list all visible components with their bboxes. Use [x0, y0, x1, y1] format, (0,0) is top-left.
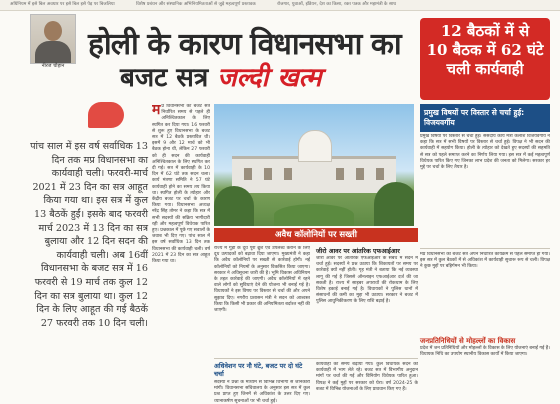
reporter-photo-head	[44, 21, 62, 41]
headline-line2-red: जल्दी खत्म	[217, 63, 322, 93]
tree	[214, 186, 254, 226]
article-column-3: जीरो आवर पर आंतरिक एफआईआर के संबंध में सदन में चर्चा हुई। सदस्यों ने प्रश्न उठाया कि शिकायतों पर समय पर कार्रवाई क्यों नहीं होती। गृह मंत्री ने बताया कि नई व्यवस्था लागू की गई है जिससे ऑनलाइन एफआईआर दर्ज की जा सकती है। राज्य में साइबर अपराधों की रोकथाम के लिए विशेष इकाई बनाई गई है। विधायकों ने पुलिस थानों में संसाधनों की कमी का मुद्दा भी उठाया। सरकार ने बजट में पुलिस आधुनिकीकरण के लिए राशि बढ़ाई है।	[316, 256, 418, 305]
assembly-building-photo	[214, 104, 414, 226]
divider	[420, 248, 550, 249]
top-strip-right: रोजगार, युवाओं, इंडियन, देश का किसा, रक्त पत्रक और महामंत्री के साथ	[277, 2, 397, 7]
right-bottom-text: प्रदेश में जन प्रतिनिधियों और मोहल्लों के विकास के लिए योजनाएं बनाई गई हैं। विधायक निधि का उपयोग स्थानीय विकास कार्यों में किया जाएगा।	[420, 346, 550, 357]
tree	[374, 182, 414, 226]
janpratinidhi-subhead: जनप्रतिनिधियों से मोहल्लों का विकास	[420, 337, 516, 345]
reporter-photo	[30, 14, 76, 64]
lawn	[274, 204, 354, 226]
headline-line2-dark: बजट सत्र	[120, 63, 218, 93]
zero-hour-subhead: जीरो आवर पर आंतरिक एफआईआर	[316, 248, 400, 255]
headline-line2	[120, 58, 322, 94]
article-column-4: सदस्यों ने प्रश्नों के माध्यम से विभिन्न विभागों से जानकारी मांगी। विधानसभा सचिवालय के अनुसार इस सत्र में कुल प्रश्न प्राप्त हुए जिनमें से अधिकांश के उत्तर दिए गए। ध्यानाकर्षण सूचनाओं पर भी चर्चा हुई।	[214, 380, 310, 404]
building-window	[264, 168, 272, 180]
highlight-line-1: 12 बैठकों में से	[440, 22, 530, 40]
reporter-photo-torso	[35, 41, 71, 64]
building-dome	[298, 130, 332, 162]
drop-cap: म	[152, 104, 161, 118]
top-strip-left: अधिनियम में इसे बिल अवधार पर इसे बिल इसे पेड़ पर बिजलिया	[10, 2, 115, 7]
highlight-line-2: 10 बैठक में 62 घंटे	[426, 41, 544, 59]
article-column-1	[152, 104, 210, 400]
building-window	[356, 168, 364, 180]
side-pull-quote: पांच साल में इस वर्ष सर्वाधिक 13 दिन तक मप्र विधानसभा का कार्यवाही चली। फरवरी-मार्च 2021 में 23 दिन का सत्र आहूत किया गया था। इस सत्र में कुल 13 बैठकें हुईं। इसके बाद फरवरी मार्च 2023 में 13 दिन का सत्र बुलाया और 12 दिन सदन की कार्यवाही चली। अब 16वीं विधानसभा के बजट सत्र में 16 फरवरी से 19 मार्च तक कुल 12 दिन का सत्र बुलाया था। कुल 12 दिन के लिए आहूत की गई बैठकें 27 फरवरी तक 10 दिन चली।	[30, 141, 148, 329]
right-column-text-1: प्रमुख विषयों पर विस्तार से चर्चा हुई। संसदीय कार्य मंत्री कैलाश विजयवर्गीय ने कहा कि सत्र में सभी विषयों पर विस्तार से चर्चा हुई। विपक्ष ने भी सदन की कार्यवाही में सहयोग किया। होली के त्योहार को देखते हुए सदस्यों की सहमति से सत्र को पहले समाप्त करने का निर्णय लिया गया। इस सत्र में कई महत्वपूर्ण विधेयक पारित किए गए जिनका लाभ प्रदेश की जनता को मिलेगा। सरकार हर मुद्दे पर चर्चा के लिए तैयार है।	[420, 134, 550, 171]
article-column-2: राज्य में गुड़ी के दूध पूरी ब्रुश एवं उपलब्ध कराने के लिए दूध उत्पादकों को बढ़ावा दिया जाएगा। मुख्यमंत्री ने कहा कि अवैध कॉलोनियों पर सख्ती से कार्रवाई होगी। नई कॉलोनियों को नियमों के अनुसार विकसित किया जाएगा। सरकार ने अधिसूचना जारी की है। भूमि विकास अधिनियम के तहत कार्रवाई की जाएगी। अवैध कॉलोनियों में रहने वाले लोगों को सुविधाएं देने की योजना भी बनाई गई है। विधायकों ने इस विषय पर विस्तार से चर्चा की और अपने सुझाव दिए। नगरीय प्रशासन मंत्री ने सदन को आश्वस्त किया कि किसी भी प्रकार की अनियमितता बर्दाश्त नहीं की जाएगी।	[214, 246, 310, 314]
building-window	[244, 168, 252, 180]
section-banner: अवैध कॉलोनियों पर सख्ती	[214, 228, 418, 242]
article-column-5: कार्यवाही का समय बढ़ाया गया। कुल विधायक सदन की कार्यवाही में भाग लेते रहे। बजट सत्र में विभागीय अनुदान मांगों पर चर्चा की गई और विनियोग विधेयक पारित हुआ। विपक्ष ने कई मुद्दों पर सरकार को घेरा। वर्ष 2024-25 के बजट में विभिन्न योजनाओं के लिए प्रावधान किए गए हैं।	[316, 362, 418, 392]
article-column-1-text: प्र विधानसभा का बजट सत्र निर्धारित समय से पहले ही अनिश्चितकाल के लिए स्थगित कर दिया गया। 16 फरवरी से शुरू हुए विधानसभा के बजट सत्र में 12 बैठकें प्रस्तावित थी। इसमें 9 और 12 मार्च को भी बैठक होना थी, लेकिन 27 फरवरी को ही सदन की कार्यवाही अनिश्चितकाल के लिए स्थगित कर दी गई। सत्र में कार्यवाही के 10 दिन में 62 घंटे तक सदन चला। कार्य मंत्रणा समिति ने 57 घंटे कार्यवाही होने का समय तय किया था। स्थगित होली के त्योहार और केंद्रीय बजट पर चर्चा के कारण किया गया। विधानसभा अध्यक्ष नरेंद्र सिंह तोमर ने कहा कि सत्र में सभी सदस्यों की सक्रिय भागीदारी रही और महत्वपूर्ण विधेयक पारित हुए। प्रश्नकाल में पूछे गए सवालों के जवाब भी दिए गए। पांच साल में इस वर्ष सर्वाधिक 13 दिन तक विधानसभा की कार्यवाही चली। वर्ष 2021 में 23 दिन का सत्र आहूत किया गया था।	[152, 104, 210, 265]
highlight-line-3: चली कार्यवाही	[446, 60, 524, 78]
building-window	[336, 168, 344, 180]
divider	[214, 358, 418, 359]
building-window	[376, 168, 384, 180]
adhiveshan-subhead: अधिवेशन पर नौ घंटे, बजट पर दो घंटे चर्चा	[214, 362, 303, 378]
byline: नीरज चौहान	[41, 63, 65, 69]
building-window	[284, 168, 292, 180]
speech-bubble-icon	[88, 102, 124, 128]
right-bottom-box	[420, 338, 550, 404]
headline-line1: होली के कारण विधानसभा का	[88, 27, 401, 62]
highlight-box	[420, 18, 550, 100]
right-column-heading: प्रमुख विषयों पर विस्तार से चर्चा हुई: विजयवर्गीय	[420, 104, 550, 132]
top-strip	[0, 0, 560, 11]
right-column-text-2: मप्र विधानसभा का बजट सत्र अपने निर्धारित कार्यक्रम से पहले समाप्त हो गया। इस सत्र में कुल बैठकों में से अधिकांश में कार्यवाही सुचारू रूप से चली। विपक्ष ने कुछ मुद्दों पर बहिर्गमन भी किया।	[420, 252, 550, 270]
top-strip-middle: विशेष प्रबंधन और संस्थानिक अभिनियमितताओं से जुड़े महत्वपूर्ण प्रस्तावक	[136, 2, 256, 7]
